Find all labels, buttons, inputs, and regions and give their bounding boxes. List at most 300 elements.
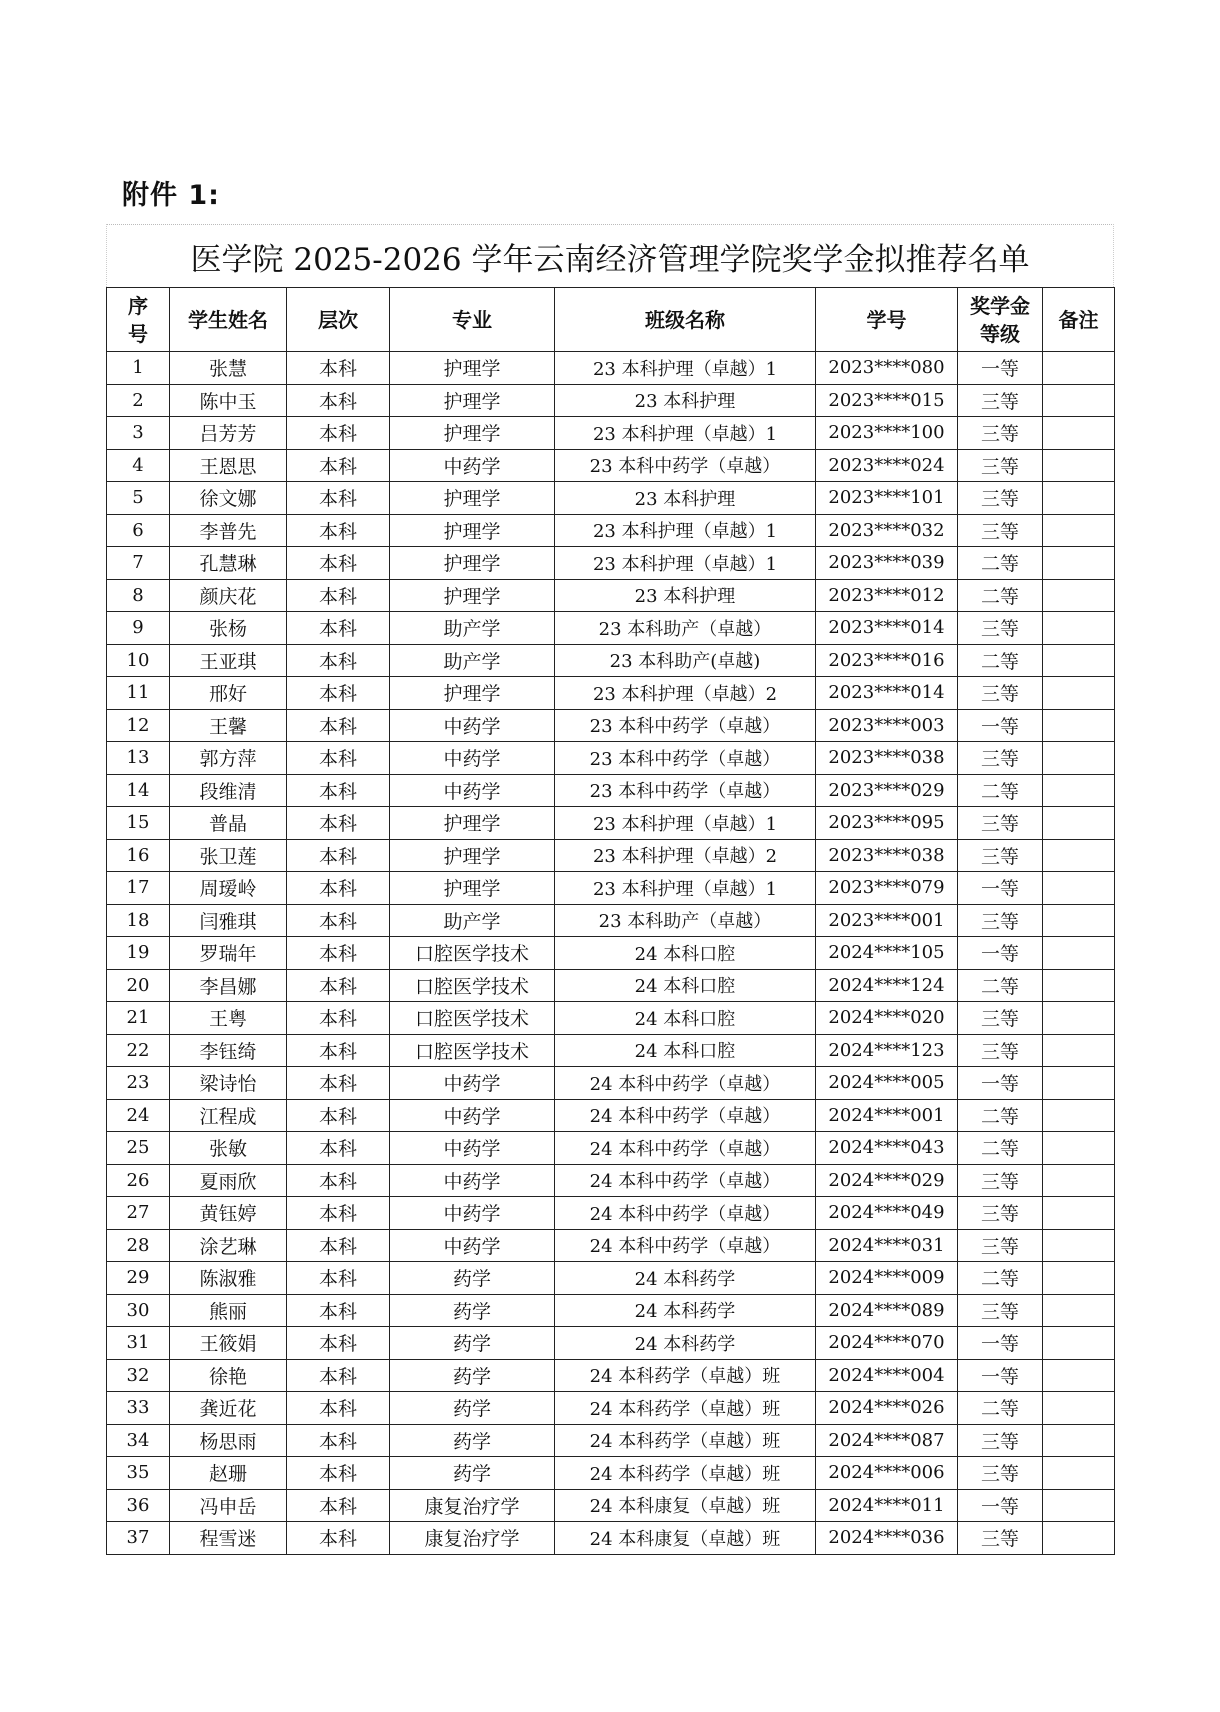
cell-grade: 三等 bbox=[958, 1034, 1043, 1067]
cell-student-id: 2023****016 bbox=[816, 644, 958, 677]
cell-seq: 9 bbox=[107, 612, 170, 645]
cell-major: 中药学 bbox=[390, 1067, 555, 1100]
cell-name: 张慧 bbox=[170, 352, 287, 385]
cell-student-id: 2024****006 bbox=[816, 1457, 958, 1490]
cell-grade: 三等 bbox=[958, 1294, 1043, 1327]
cell-name: 黄钰婷 bbox=[170, 1197, 287, 1230]
cell-student-id: 2023****100 bbox=[816, 417, 958, 450]
header-seq: 序 号 bbox=[107, 288, 170, 352]
cell-level: 本科 bbox=[287, 417, 390, 450]
cell-level: 本科 bbox=[287, 872, 390, 905]
cell-student-id: 2024****001 bbox=[816, 1099, 958, 1132]
cell-remark bbox=[1043, 1099, 1115, 1132]
table-row bbox=[107, 937, 1115, 970]
cell-level: 本科 bbox=[287, 839, 390, 872]
cell-class: 24 本科口腔 bbox=[555, 1002, 816, 1035]
cell-class: 23 本科护理（卓越）1 bbox=[555, 417, 816, 450]
table-row bbox=[107, 709, 1115, 742]
cell-level: 本科 bbox=[287, 1457, 390, 1490]
cell-level: 本科 bbox=[287, 1359, 390, 1392]
cell-grade: 一等 bbox=[958, 1489, 1043, 1522]
cell-major: 护理学 bbox=[390, 352, 555, 385]
cell-seq: 19 bbox=[107, 937, 170, 970]
cell-student-id: 2023****038 bbox=[816, 839, 958, 872]
cell-seq: 35 bbox=[107, 1457, 170, 1490]
cell-level: 本科 bbox=[287, 1294, 390, 1327]
cell-level: 本科 bbox=[287, 709, 390, 742]
table-header bbox=[107, 288, 1115, 352]
cell-student-id: 2024****029 bbox=[816, 1164, 958, 1197]
cell-level: 本科 bbox=[287, 547, 390, 580]
cell-level: 本科 bbox=[287, 612, 390, 645]
cell-level: 本科 bbox=[287, 579, 390, 612]
cell-major: 护理学 bbox=[390, 579, 555, 612]
table-row bbox=[107, 677, 1115, 710]
cell-remark bbox=[1043, 839, 1115, 872]
table-row bbox=[107, 1359, 1115, 1392]
cell-remark bbox=[1043, 742, 1115, 775]
cell-student-id: 2023****039 bbox=[816, 547, 958, 580]
cell-name: 张敏 bbox=[170, 1132, 287, 1165]
cell-major: 中药学 bbox=[390, 774, 555, 807]
header-grade: 奖学金 等级 bbox=[958, 288, 1043, 352]
cell-class: 24 本科药学（卓越）班 bbox=[555, 1424, 816, 1457]
cell-seq: 24 bbox=[107, 1099, 170, 1132]
cell-remark bbox=[1043, 1002, 1115, 1035]
cell-remark bbox=[1043, 709, 1115, 742]
cell-level: 本科 bbox=[287, 774, 390, 807]
cell-student-id: 2023****080 bbox=[816, 352, 958, 385]
cell-remark bbox=[1043, 1327, 1115, 1360]
cell-student-id: 2023****032 bbox=[816, 514, 958, 547]
cell-name: 徐艳 bbox=[170, 1359, 287, 1392]
cell-student-id: 2024****031 bbox=[816, 1229, 958, 1262]
cell-level: 本科 bbox=[287, 969, 390, 1002]
cell-student-id: 2024****026 bbox=[816, 1392, 958, 1425]
cell-class: 23 本科护理（卓越）1 bbox=[555, 514, 816, 547]
cell-grade: 一等 bbox=[958, 709, 1043, 742]
cell-seq: 32 bbox=[107, 1359, 170, 1392]
cell-major: 康复治疗学 bbox=[390, 1489, 555, 1522]
cell-grade: 三等 bbox=[958, 612, 1043, 645]
cell-class: 23 本科中药学（卓越） bbox=[555, 449, 816, 482]
table-row bbox=[107, 872, 1115, 905]
cell-class: 24 本科口腔 bbox=[555, 969, 816, 1002]
cell-class: 23 本科护理（卓越）1 bbox=[555, 547, 816, 580]
cell-major: 助产学 bbox=[390, 904, 555, 937]
cell-class: 24 本科中药学（卓越） bbox=[555, 1164, 816, 1197]
cell-grade: 二等 bbox=[958, 579, 1043, 612]
cell-major: 护理学 bbox=[390, 547, 555, 580]
table-row bbox=[107, 1489, 1115, 1522]
cell-level: 本科 bbox=[287, 677, 390, 710]
table-row bbox=[107, 1522, 1115, 1555]
cell-major: 护理学 bbox=[390, 482, 555, 515]
cell-remark bbox=[1043, 677, 1115, 710]
table-row bbox=[107, 482, 1115, 515]
table-row bbox=[107, 1034, 1115, 1067]
cell-grade: 三等 bbox=[958, 449, 1043, 482]
table-row bbox=[107, 417, 1115, 450]
cell-major: 康复治疗学 bbox=[390, 1522, 555, 1555]
cell-name: 赵珊 bbox=[170, 1457, 287, 1490]
cell-name: 李钰绮 bbox=[170, 1034, 287, 1067]
cell-class: 24 本科口腔 bbox=[555, 937, 816, 970]
cell-seq: 13 bbox=[107, 742, 170, 775]
cell-class: 24 本科中药学（卓越） bbox=[555, 1229, 816, 1262]
table-row bbox=[107, 384, 1115, 417]
cell-grade: 三等 bbox=[958, 1424, 1043, 1457]
cell-seq: 21 bbox=[107, 1002, 170, 1035]
cell-grade: 二等 bbox=[958, 774, 1043, 807]
cell-major: 药学 bbox=[390, 1424, 555, 1457]
cell-grade: 三等 bbox=[958, 677, 1043, 710]
table-row bbox=[107, 1294, 1115, 1327]
cell-remark bbox=[1043, 1489, 1115, 1522]
cell-seq: 30 bbox=[107, 1294, 170, 1327]
cell-grade: 一等 bbox=[958, 1327, 1043, 1360]
cell-remark bbox=[1043, 384, 1115, 417]
cell-remark bbox=[1043, 904, 1115, 937]
cell-class: 24 本科药学（卓越）班 bbox=[555, 1359, 816, 1392]
cell-name: 郭方萍 bbox=[170, 742, 287, 775]
table-row bbox=[107, 449, 1115, 482]
cell-major: 护理学 bbox=[390, 417, 555, 450]
cell-name: 江程成 bbox=[170, 1099, 287, 1132]
cell-remark bbox=[1043, 1392, 1115, 1425]
cell-major: 中药学 bbox=[390, 449, 555, 482]
cell-major: 口腔医学技术 bbox=[390, 937, 555, 970]
cell-level: 本科 bbox=[287, 352, 390, 385]
cell-level: 本科 bbox=[287, 1424, 390, 1457]
cell-level: 本科 bbox=[287, 1132, 390, 1165]
cell-name: 冯申岳 bbox=[170, 1489, 287, 1522]
cell-major: 中药学 bbox=[390, 1197, 555, 1230]
cell-class: 24 本科康复（卓越）班 bbox=[555, 1489, 816, 1522]
cell-name: 程雪迷 bbox=[170, 1522, 287, 1555]
table-row bbox=[107, 1262, 1115, 1295]
cell-grade: 三等 bbox=[958, 904, 1043, 937]
cell-seq: 17 bbox=[107, 872, 170, 905]
cell-remark bbox=[1043, 1457, 1115, 1490]
cell-level: 本科 bbox=[287, 1099, 390, 1132]
cell-major: 药学 bbox=[390, 1294, 555, 1327]
cell-remark bbox=[1043, 352, 1115, 385]
cell-major: 口腔医学技术 bbox=[390, 969, 555, 1002]
cell-remark bbox=[1043, 1132, 1115, 1165]
cell-seq: 11 bbox=[107, 677, 170, 710]
cell-major: 药学 bbox=[390, 1392, 555, 1425]
table-row bbox=[107, 579, 1115, 612]
cell-class: 23 本科中药学（卓越） bbox=[555, 709, 816, 742]
cell-major: 护理学 bbox=[390, 514, 555, 547]
cell-student-id: 2024****011 bbox=[816, 1489, 958, 1522]
cell-student-id: 2024****009 bbox=[816, 1262, 958, 1295]
cell-remark bbox=[1043, 937, 1115, 970]
cell-level: 本科 bbox=[287, 384, 390, 417]
cell-seq: 1 bbox=[107, 352, 170, 385]
cell-seq: 15 bbox=[107, 807, 170, 840]
table-row bbox=[107, 774, 1115, 807]
cell-level: 本科 bbox=[287, 1197, 390, 1230]
cell-grade: 三等 bbox=[958, 417, 1043, 450]
cell-level: 本科 bbox=[287, 1067, 390, 1100]
cell-grade: 三等 bbox=[958, 839, 1043, 872]
cell-major: 药学 bbox=[390, 1262, 555, 1295]
cell-seq: 3 bbox=[107, 417, 170, 450]
cell-major: 中药学 bbox=[390, 1164, 555, 1197]
cell-grade: 三等 bbox=[958, 482, 1043, 515]
cell-name: 夏雨欣 bbox=[170, 1164, 287, 1197]
cell-remark bbox=[1043, 872, 1115, 905]
table-row bbox=[107, 1392, 1115, 1425]
cell-name: 周瑷岭 bbox=[170, 872, 287, 905]
cell-major: 口腔医学技术 bbox=[390, 1034, 555, 1067]
cell-grade: 一等 bbox=[958, 1359, 1043, 1392]
cell-class: 23 本科护理 bbox=[555, 579, 816, 612]
cell-name: 吕芳芳 bbox=[170, 417, 287, 450]
cell-seq: 10 bbox=[107, 644, 170, 677]
cell-level: 本科 bbox=[287, 742, 390, 775]
cell-seq: 34 bbox=[107, 1424, 170, 1457]
cell-seq: 7 bbox=[107, 547, 170, 580]
cell-remark bbox=[1043, 547, 1115, 580]
cell-major: 药学 bbox=[390, 1359, 555, 1392]
cell-grade: 二等 bbox=[958, 547, 1043, 580]
table-row bbox=[107, 1197, 1115, 1230]
scholarship-table bbox=[106, 287, 1115, 1555]
cell-grade: 一等 bbox=[958, 872, 1043, 905]
cell-seq: 31 bbox=[107, 1327, 170, 1360]
cell-name: 王馨 bbox=[170, 709, 287, 742]
cell-student-id: 2023****079 bbox=[816, 872, 958, 905]
cell-remark bbox=[1043, 1164, 1115, 1197]
table-row bbox=[107, 612, 1115, 645]
cell-major: 助产学 bbox=[390, 612, 555, 645]
cell-name: 熊丽 bbox=[170, 1294, 287, 1327]
cell-class: 23 本科护理 bbox=[555, 482, 816, 515]
cell-level: 本科 bbox=[287, 514, 390, 547]
table-row bbox=[107, 1132, 1115, 1165]
cell-student-id: 2023****012 bbox=[816, 579, 958, 612]
cell-level: 本科 bbox=[287, 1229, 390, 1262]
table-row bbox=[107, 839, 1115, 872]
cell-name: 颜庆花 bbox=[170, 579, 287, 612]
cell-grade: 三等 bbox=[958, 1002, 1043, 1035]
cell-seq: 20 bbox=[107, 969, 170, 1002]
cell-name: 张卫莲 bbox=[170, 839, 287, 872]
cell-major: 护理学 bbox=[390, 677, 555, 710]
table-row bbox=[107, 807, 1115, 840]
cell-grade: 三等 bbox=[958, 514, 1043, 547]
cell-name: 王亚琪 bbox=[170, 644, 287, 677]
cell-grade: 二等 bbox=[958, 1099, 1043, 1132]
cell-student-id: 2023****095 bbox=[816, 807, 958, 840]
cell-class: 23 本科护理（卓越）2 bbox=[555, 677, 816, 710]
cell-major: 护理学 bbox=[390, 839, 555, 872]
cell-name: 邢好 bbox=[170, 677, 287, 710]
cell-remark bbox=[1043, 969, 1115, 1002]
cell-major: 中药学 bbox=[390, 1099, 555, 1132]
document-title: 医学院 2025-2026 学年云南经济管理学院奖学金拟推荐名单 bbox=[106, 224, 1114, 287]
header-class: 班级名称 bbox=[555, 288, 816, 352]
cell-class: 23 本科中药学（卓越） bbox=[555, 742, 816, 775]
scholarship-sheet bbox=[106, 224, 1114, 1555]
attachment-label: 附件 1: bbox=[122, 180, 220, 211]
cell-seq: 6 bbox=[107, 514, 170, 547]
cell-remark bbox=[1043, 1294, 1115, 1327]
cell-major: 中药学 bbox=[390, 742, 555, 775]
cell-grade: 二等 bbox=[958, 1262, 1043, 1295]
cell-seq: 23 bbox=[107, 1067, 170, 1100]
cell-seq: 5 bbox=[107, 482, 170, 515]
cell-class: 24 本科中药学（卓越） bbox=[555, 1197, 816, 1230]
cell-name: 闫雅琪 bbox=[170, 904, 287, 937]
cell-grade: 三等 bbox=[958, 1164, 1043, 1197]
cell-name: 李昌娜 bbox=[170, 969, 287, 1002]
cell-class: 23 本科助产（卓越） bbox=[555, 612, 816, 645]
cell-grade: 一等 bbox=[958, 1067, 1043, 1100]
cell-class: 23 本科护理（卓越）1 bbox=[555, 872, 816, 905]
cell-level: 本科 bbox=[287, 1489, 390, 1522]
cell-seq: 22 bbox=[107, 1034, 170, 1067]
table-row bbox=[107, 514, 1115, 547]
cell-major: 护理学 bbox=[390, 807, 555, 840]
cell-student-id: 2023****038 bbox=[816, 742, 958, 775]
cell-grade: 二等 bbox=[958, 1132, 1043, 1165]
cell-major: 护理学 bbox=[390, 872, 555, 905]
cell-major: 中药学 bbox=[390, 709, 555, 742]
cell-seq: 29 bbox=[107, 1262, 170, 1295]
table-row bbox=[107, 742, 1115, 775]
cell-seq: 4 bbox=[107, 449, 170, 482]
cell-student-id: 2023****014 bbox=[816, 612, 958, 645]
cell-remark bbox=[1043, 1424, 1115, 1457]
cell-name: 龚近花 bbox=[170, 1392, 287, 1425]
cell-seq: 8 bbox=[107, 579, 170, 612]
cell-major: 中药学 bbox=[390, 1229, 555, 1262]
table-row bbox=[107, 1067, 1115, 1100]
cell-seq: 28 bbox=[107, 1229, 170, 1262]
cell-grade: 三等 bbox=[958, 742, 1043, 775]
cell-student-id: 2024****004 bbox=[816, 1359, 958, 1392]
cell-class: 24 本科口腔 bbox=[555, 1034, 816, 1067]
cell-remark bbox=[1043, 1229, 1115, 1262]
cell-name: 孔慧琳 bbox=[170, 547, 287, 580]
cell-grade: 二等 bbox=[958, 644, 1043, 677]
table-row bbox=[107, 1099, 1115, 1132]
cell-level: 本科 bbox=[287, 1034, 390, 1067]
header-student-id: 学号 bbox=[816, 288, 958, 352]
cell-seq: 27 bbox=[107, 1197, 170, 1230]
cell-remark bbox=[1043, 807, 1115, 840]
cell-name: 涂艺琳 bbox=[170, 1229, 287, 1262]
cell-level: 本科 bbox=[287, 1262, 390, 1295]
cell-class: 23 本科护理（卓越）2 bbox=[555, 839, 816, 872]
cell-seq: 12 bbox=[107, 709, 170, 742]
table-row bbox=[107, 1164, 1115, 1197]
table-row bbox=[107, 352, 1115, 385]
cell-remark bbox=[1043, 1067, 1115, 1100]
cell-class: 24 本科药学（卓越）班 bbox=[555, 1457, 816, 1490]
cell-class: 24 本科药学 bbox=[555, 1262, 816, 1295]
cell-class: 23 本科中药学（卓越） bbox=[555, 774, 816, 807]
header-level: 层次 bbox=[287, 288, 390, 352]
cell-seq: 25 bbox=[107, 1132, 170, 1165]
cell-remark bbox=[1043, 1034, 1115, 1067]
cell-student-id: 2023****001 bbox=[816, 904, 958, 937]
cell-level: 本科 bbox=[287, 937, 390, 970]
cell-grade: 三等 bbox=[958, 1229, 1043, 1262]
cell-name: 罗瑞年 bbox=[170, 937, 287, 970]
cell-name: 陈淑雅 bbox=[170, 1262, 287, 1295]
cell-grade: 三等 bbox=[958, 1197, 1043, 1230]
cell-student-id: 2023****003 bbox=[816, 709, 958, 742]
cell-class: 23 本科助产（卓越） bbox=[555, 904, 816, 937]
cell-class: 24 本科中药学（卓越） bbox=[555, 1067, 816, 1100]
cell-grade: 一等 bbox=[958, 352, 1043, 385]
cell-grade: 一等 bbox=[958, 937, 1043, 970]
cell-grade: 三等 bbox=[958, 1457, 1043, 1490]
cell-student-id: 2023****101 bbox=[816, 482, 958, 515]
header-remark: 备注 bbox=[1043, 288, 1115, 352]
cell-major: 中药学 bbox=[390, 1132, 555, 1165]
cell-remark bbox=[1043, 417, 1115, 450]
cell-name: 王恩思 bbox=[170, 449, 287, 482]
cell-major: 护理学 bbox=[390, 384, 555, 417]
cell-name: 杨思雨 bbox=[170, 1424, 287, 1457]
cell-student-id: 2024****049 bbox=[816, 1197, 958, 1230]
cell-class: 24 本科药学（卓越）班 bbox=[555, 1392, 816, 1425]
table-row bbox=[107, 1327, 1115, 1360]
table-row bbox=[107, 644, 1115, 677]
cell-remark bbox=[1043, 1522, 1115, 1555]
cell-major: 口腔医学技术 bbox=[390, 1002, 555, 1035]
cell-grade: 三等 bbox=[958, 384, 1043, 417]
cell-remark bbox=[1043, 514, 1115, 547]
cell-student-id: 2024****105 bbox=[816, 937, 958, 970]
cell-remark bbox=[1043, 644, 1115, 677]
cell-remark bbox=[1043, 482, 1115, 515]
cell-class: 24 本科药学 bbox=[555, 1294, 816, 1327]
cell-class: 23 本科助产(卓越) bbox=[555, 644, 816, 677]
cell-remark bbox=[1043, 612, 1115, 645]
cell-level: 本科 bbox=[287, 1392, 390, 1425]
cell-class: 23 本科护理（卓越）1 bbox=[555, 352, 816, 385]
cell-major: 药学 bbox=[390, 1457, 555, 1490]
cell-level: 本科 bbox=[287, 482, 390, 515]
cell-student-id: 2023****024 bbox=[816, 449, 958, 482]
cell-seq: 37 bbox=[107, 1522, 170, 1555]
cell-name: 王筱娟 bbox=[170, 1327, 287, 1360]
table-row bbox=[107, 1229, 1115, 1262]
header-name: 学生姓名 bbox=[170, 288, 287, 352]
cell-name: 陈中玉 bbox=[170, 384, 287, 417]
cell-remark bbox=[1043, 449, 1115, 482]
cell-class: 24 本科药学 bbox=[555, 1327, 816, 1360]
cell-seq: 16 bbox=[107, 839, 170, 872]
table-row bbox=[107, 969, 1115, 1002]
cell-level: 本科 bbox=[287, 1327, 390, 1360]
table-row bbox=[107, 1424, 1115, 1457]
header-major: 专业 bbox=[390, 288, 555, 352]
cell-student-id: 2024****123 bbox=[816, 1034, 958, 1067]
cell-seq: 14 bbox=[107, 774, 170, 807]
cell-grade: 三等 bbox=[958, 807, 1043, 840]
cell-level: 本科 bbox=[287, 644, 390, 677]
cell-student-id: 2024****043 bbox=[816, 1132, 958, 1165]
cell-name: 梁诗怡 bbox=[170, 1067, 287, 1100]
